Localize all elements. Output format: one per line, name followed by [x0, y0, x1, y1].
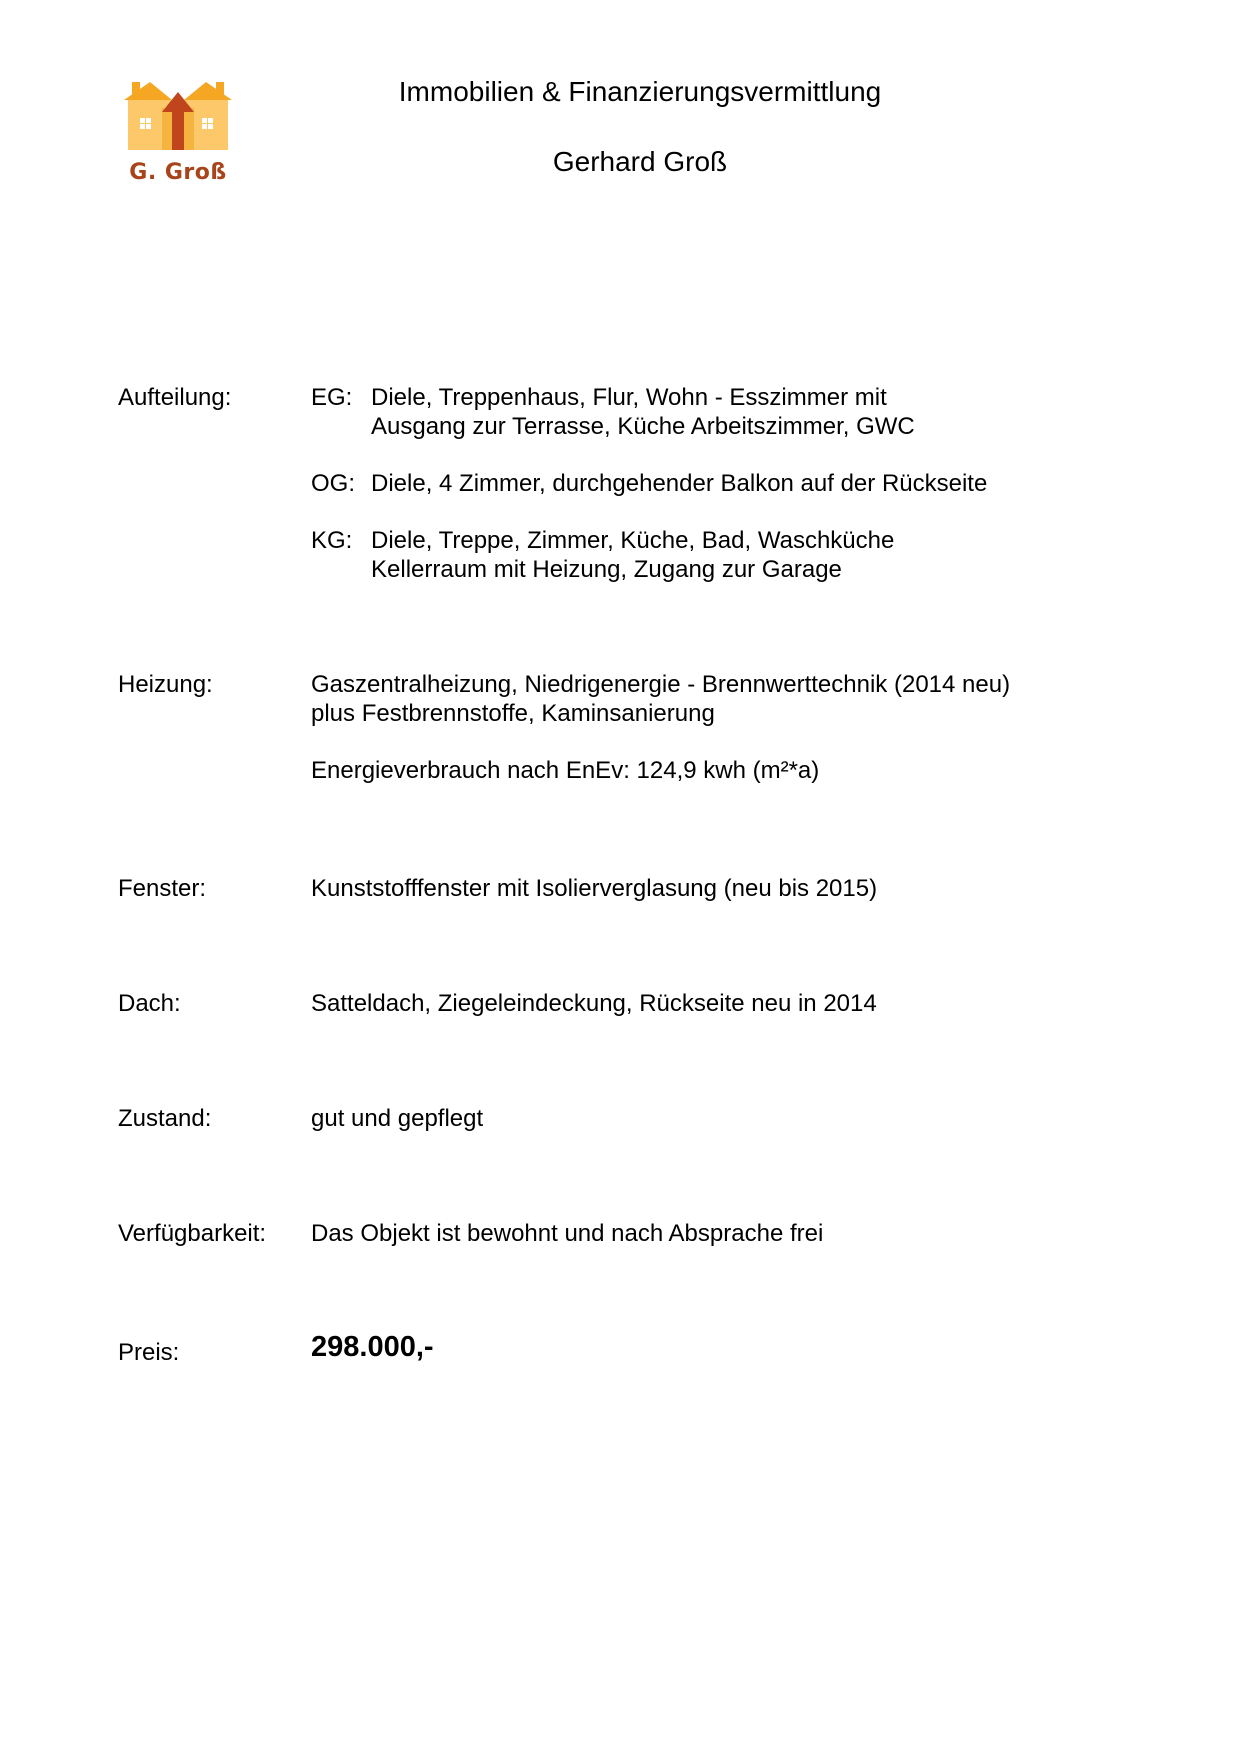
value-energy: Energieverbrauch nach EnEv: 124,9 kwh (m²*a) [311, 757, 820, 784]
heizung-line: plus Festbrennstoffe, Kaminsanierung [311, 700, 715, 727]
floor-line: Diele, Treppe, Zimmer, Küche, Bad, Waschküche [371, 527, 895, 554]
label-fenster: Fenster: [118, 875, 207, 902]
label-dach: Dach: [118, 990, 181, 1017]
floor-line: Diele, Treppenhaus, Flur, Wohn - Esszimmer mit [371, 384, 887, 411]
label-heizung: Heizung: [118, 671, 213, 698]
label-aufteilung: Aufteilung: [118, 384, 232, 411]
value-fenster: Kunststofffenster mit Isolierverglasung (neu bis 2015) [311, 875, 878, 902]
value-verfuegbarkeit: Das Objekt ist bewohnt und nach Absprache frei [311, 1220, 824, 1247]
floor-code-eg: EG: [311, 384, 353, 411]
value-dach: Satteldach, Ziegeleindeckung, Rückseite neu in 2014 [311, 990, 877, 1017]
company-owner: Gerhard Groß [552, 146, 728, 177]
label-verfuegbarkeit: Verfügbarkeit: [118, 1220, 267, 1247]
floor-line: Ausgang zur Terrasse, Küche Arbeitszimmer, GWC [371, 413, 915, 440]
company-tagline: Immobilien & Finanzierungsvermittlung [398, 76, 882, 107]
label-preis: Preis: [118, 1339, 180, 1366]
floor-code-kg: KG: [311, 527, 353, 554]
heizung-line: Gaszentralheizung, Niedrigenergie - Brennwerttechnik (2014 neu) [311, 671, 1011, 698]
floor-code-og: OG: [311, 470, 356, 497]
floor-line: Diele, 4 Zimmer, durchgehender Balkon auf der Rückseite [371, 470, 988, 497]
label-zustand: Zustand: [118, 1105, 212, 1132]
logo-text: G. Groß [129, 160, 227, 185]
floor-text-eg [371, 383, 915, 441]
floor-text-kg [371, 526, 894, 584]
value-zustand: gut und gepflegt [311, 1105, 484, 1132]
value-heizung [311, 670, 1010, 728]
company-logo [122, 78, 234, 196]
house-logo-icon [122, 78, 234, 158]
value-preis: 298.000,- [311, 1331, 434, 1363]
floor-line: Kellerraum mit Heizung, Zugang zur Garage [371, 556, 842, 583]
floor-text-og [371, 469, 987, 498]
